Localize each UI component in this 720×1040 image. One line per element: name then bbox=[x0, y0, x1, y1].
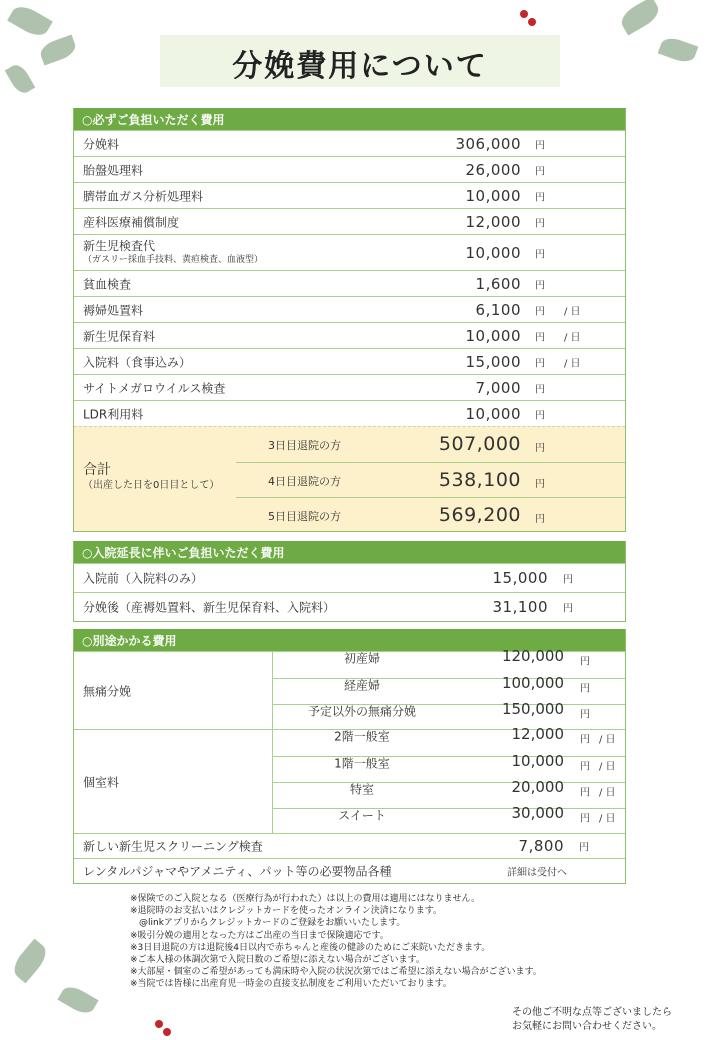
yen-unit: 円 bbox=[580, 734, 590, 746]
discharge-day: 3日目退院の方 bbox=[268, 439, 341, 452]
fee-name: サイトメガロウイルス検査 bbox=[83, 381, 226, 395]
note-line: @linkアプリからクレジットカードのご登録をお願いいたします。 bbox=[130, 918, 406, 929]
fee-row bbox=[74, 296, 625, 322]
yen-unit: 円 bbox=[535, 358, 545, 369]
fee-amount: 15,000 bbox=[492, 569, 548, 587]
yen-unit: 円 bbox=[580, 683, 590, 695]
yen-unit: 円 bbox=[580, 709, 590, 721]
fee-amount: 26,000 bbox=[465, 160, 521, 179]
section-required-fees bbox=[73, 108, 626, 532]
fee-name: 分娩料 bbox=[83, 137, 120, 151]
yen-unit: 円 bbox=[535, 332, 545, 343]
section-additional-fees bbox=[73, 629, 626, 884]
fee-name: 臍帯血ガス分析処理料 bbox=[83, 189, 204, 203]
per-day: / 日 bbox=[564, 358, 581, 369]
fee-row bbox=[74, 322, 625, 348]
fee-name: 褥婦処置料 bbox=[83, 303, 144, 317]
total-row bbox=[236, 462, 625, 497]
yen-unit: 円 bbox=[535, 166, 545, 177]
yen-unit: 円 bbox=[579, 842, 589, 854]
fee-name: スイート bbox=[338, 808, 386, 823]
fee-amount: 30,000 bbox=[511, 804, 564, 822]
total-amount: 538,100 bbox=[438, 469, 521, 491]
fee-name: 初産婦 bbox=[343, 651, 380, 666]
group-label: 無痛分娩 bbox=[83, 684, 132, 698]
fee-row bbox=[272, 804, 625, 834]
fee-name: 新生児検査代 bbox=[83, 238, 156, 253]
discharge-day: 4日目退院の方 bbox=[268, 475, 341, 488]
notes bbox=[130, 893, 542, 991]
total-label: 合計 bbox=[83, 462, 111, 478]
fee-name: 産科医療補償制度 bbox=[83, 215, 180, 229]
page-title: 分娩費用について bbox=[232, 49, 488, 84]
yen-unit: 円 bbox=[535, 140, 545, 151]
fee-row bbox=[74, 563, 625, 592]
fee-amount: 12,000 bbox=[511, 725, 564, 743]
per-day: / 日 bbox=[599, 761, 616, 773]
yen-unit: 円 bbox=[535, 306, 545, 317]
fee-name: 分娩後（産褥処置料、新生児保育料、入院料） bbox=[83, 600, 336, 615]
yen-unit: 円 bbox=[535, 514, 545, 525]
fee-name: 貧血検査 bbox=[83, 277, 132, 291]
fee-amount: 10,000 bbox=[511, 752, 564, 770]
fee-row bbox=[74, 234, 625, 270]
fee-amount: 31,100 bbox=[492, 598, 548, 616]
fee-amount: 12,000 bbox=[465, 212, 521, 231]
fee-name: 予定以外の無痛分娩 bbox=[307, 704, 416, 719]
per-day: / 日 bbox=[599, 787, 616, 799]
footer-line: その他ご不明な点等ございましたら bbox=[512, 1007, 672, 1018]
fee-name: 新しい新生児スクリーニング検査 bbox=[83, 839, 263, 854]
fee-amount: 150,000 bbox=[501, 700, 564, 718]
fee-name: 入院料（食事込み） bbox=[83, 355, 192, 369]
total-note: （出産した日を0日目として） bbox=[83, 480, 220, 491]
fee-amount: 10,000 bbox=[465, 404, 521, 423]
discharge-day: 5日目退院の方 bbox=[268, 510, 341, 523]
group-label: 個室料 bbox=[83, 775, 120, 789]
note-line: ※ご本人様の体調次第で入院日数のご希望に添えない場合がございます。 bbox=[130, 955, 425, 966]
contact-footer bbox=[512, 1006, 672, 1034]
yen-unit: 円 bbox=[563, 574, 573, 586]
fee-name: LDR利用料 bbox=[83, 407, 144, 421]
fee-row bbox=[74, 592, 625, 621]
yen-unit: 円 bbox=[580, 813, 590, 825]
note-line: ※3日目退院の方は退院後4日以内で赤ちゃんと産後の健診のためにご来院いただきます。 bbox=[130, 942, 491, 953]
yen-unit: 円 bbox=[535, 443, 545, 454]
fee-row bbox=[74, 858, 625, 883]
fee-amount: 7,000 bbox=[475, 378, 521, 397]
per-day: / 日 bbox=[564, 332, 581, 343]
fee-row bbox=[74, 208, 625, 234]
note-line: ※当院では皆様に出産育児一時金の直接支払制度をご利用いただいております。 bbox=[130, 979, 452, 990]
fee-note: （ガスリー採血手技料、黄疸検査、血液型） bbox=[83, 254, 264, 265]
section-extension-fees bbox=[73, 541, 626, 622]
fee-name: 2階一般室 bbox=[334, 729, 390, 744]
fee-amount: 1,600 bbox=[475, 274, 521, 293]
fee-row bbox=[74, 182, 625, 208]
total-row bbox=[236, 427, 625, 462]
yen-unit: 円 bbox=[535, 410, 545, 421]
fee-amount: 10,000 bbox=[465, 186, 521, 205]
yen-unit: 円 bbox=[535, 384, 545, 395]
per-day: / 日 bbox=[564, 306, 581, 317]
note-line: ※退院時のお支払いはクレジットカードを使ったオンライン決済になります。 bbox=[130, 906, 443, 917]
total-amount: 569,200 bbox=[438, 504, 521, 526]
fee-name: 胎盤処理料 bbox=[83, 163, 144, 177]
yen-unit: 円 bbox=[563, 603, 573, 615]
fee-name: 入院前（入院料のみ） bbox=[83, 571, 204, 586]
fee-amount: 20,000 bbox=[511, 778, 564, 796]
per-day: / 日 bbox=[599, 734, 616, 746]
fee-row bbox=[272, 674, 625, 704]
fee-name: 経産婦 bbox=[343, 678, 380, 693]
yen-unit: 円 bbox=[535, 479, 545, 490]
fee-row bbox=[74, 400, 625, 426]
fee-amount: 6,100 bbox=[475, 300, 521, 319]
yen-unit: 円 bbox=[535, 192, 545, 203]
yen-unit: 円 bbox=[580, 761, 590, 773]
fee-row bbox=[74, 130, 625, 156]
fee-amount: 15,000 bbox=[465, 352, 521, 371]
note-line: ※吸引分娩の適用となった方はご出産の当日まで保険適応です。 bbox=[130, 930, 389, 941]
fee-amount: 10,000 bbox=[465, 243, 521, 262]
fee-amount: 100,000 bbox=[501, 674, 564, 692]
fee-row bbox=[74, 270, 625, 296]
total-amount: 507,000 bbox=[438, 433, 521, 455]
fee-row bbox=[272, 778, 625, 808]
fee-row bbox=[74, 348, 625, 374]
section-header: ○入院延長に伴いご負担いただく費用 bbox=[74, 541, 625, 563]
fee-row bbox=[272, 725, 625, 756]
fee-row bbox=[74, 833, 625, 858]
yen-unit: 円 bbox=[535, 280, 545, 291]
footer-line: お気軽にお問い合わせください。 bbox=[512, 1021, 662, 1032]
fee-amount: 10,000 bbox=[465, 326, 521, 345]
yen-unit: 円 bbox=[535, 249, 545, 260]
title-banner bbox=[160, 35, 560, 87]
total-block bbox=[74, 426, 625, 531]
fee-row bbox=[74, 374, 625, 400]
yen-unit: 円 bbox=[580, 656, 590, 668]
fee-name: 新生児保育料 bbox=[83, 329, 156, 343]
fee-name: 1階一般室 bbox=[334, 756, 390, 771]
per-day: / 日 bbox=[599, 813, 616, 825]
fee-row bbox=[272, 647, 625, 678]
fee-name-block bbox=[83, 239, 263, 267]
fee-row bbox=[74, 156, 625, 182]
section-header: ○必ずご負担いただく費用 bbox=[74, 108, 625, 130]
note-line: ※大部屋・個室のご希望があっても満床時や入院の状況次第ではご希望に添えない場合がございます。 bbox=[130, 967, 542, 978]
total-label-block bbox=[83, 463, 219, 493]
fee-amount: 306,000 bbox=[455, 134, 521, 153]
note-line: ※保険でのご入院となる（医療行為が行われた）は以上の費用は適用にはなりません。 bbox=[130, 894, 481, 904]
fee-group bbox=[74, 647, 625, 729]
fee-note: 詳細は受付へ bbox=[507, 867, 567, 879]
fee-name: 特室 bbox=[349, 782, 374, 797]
yen-unit: 円 bbox=[580, 787, 590, 799]
fee-amount: 120,000 bbox=[501, 647, 564, 665]
total-row bbox=[236, 497, 625, 532]
section-header: ○別途かかる費用 bbox=[74, 629, 625, 651]
fee-row bbox=[272, 700, 625, 730]
fee-amount: 7,800 bbox=[518, 837, 564, 855]
fee-name: レンタルパジャマやアメニティ、パット等の必要物品各種 bbox=[83, 864, 392, 879]
yen-unit: 円 bbox=[535, 218, 545, 229]
fee-group bbox=[74, 725, 625, 833]
fee-row bbox=[272, 752, 625, 782]
